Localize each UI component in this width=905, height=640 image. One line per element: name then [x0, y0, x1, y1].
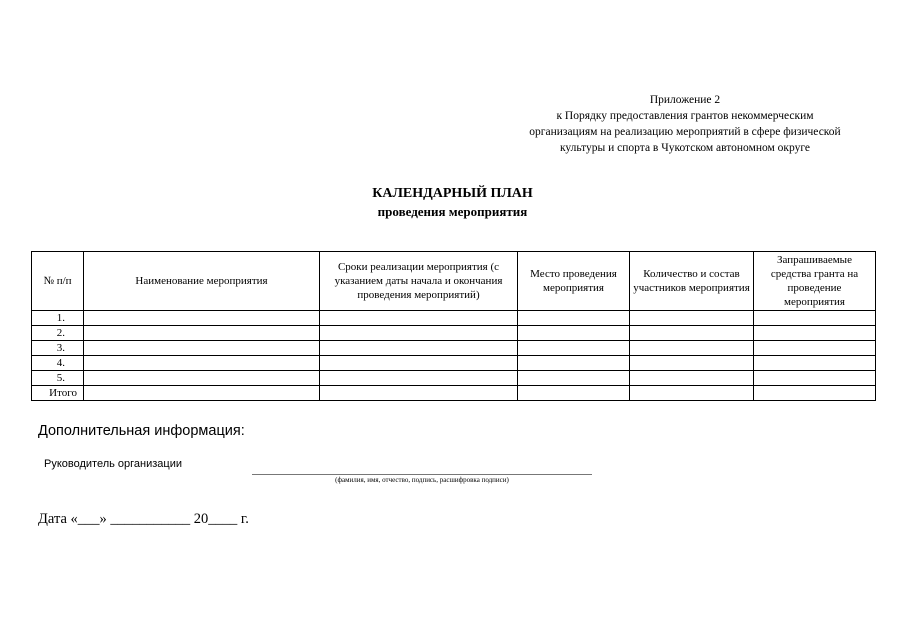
- signature-hint: (фамилия, имя, отчество, подпись, расшифровка подписи): [335, 476, 509, 484]
- header-place: Место проведения мероприятия: [518, 252, 630, 311]
- cell-terms[interactable]: [320, 371, 518, 386]
- cell-name[interactable]: [84, 326, 320, 341]
- cell-participants[interactable]: [630, 371, 754, 386]
- row-number: 5.: [32, 371, 84, 386]
- row-number: 1.: [32, 311, 84, 326]
- appendix-line-2: к Порядку предоставления грантов некоммерческим: [556, 110, 814, 122]
- cell-place[interactable]: [518, 326, 630, 341]
- header-participants: Количество и состав участников мероприятия: [630, 252, 754, 311]
- cell-name[interactable]: [84, 386, 320, 401]
- row-total-label: Итого: [32, 386, 84, 401]
- appendix-line-3: организациям на реализацию мероприятий в сфере физической: [529, 126, 841, 138]
- cell-terms[interactable]: [320, 386, 518, 401]
- additional-info-label: Дополнительная информация:: [38, 423, 245, 439]
- table-row: [32, 311, 876, 326]
- cell-terms[interactable]: [320, 311, 518, 326]
- cell-funds[interactable]: [754, 356, 876, 371]
- row-number: 4.: [32, 356, 84, 371]
- signature-line[interactable]: [252, 474, 592, 475]
- table-row: [32, 341, 876, 356]
- table-row: [32, 356, 876, 371]
- table-row: [32, 371, 876, 386]
- cell-funds[interactable]: [754, 326, 876, 341]
- row-number: 2.: [32, 326, 84, 341]
- header-name: Наименование мероприятия: [84, 252, 320, 311]
- header-terms: Сроки реализации мероприятия (с указанием даты начала и окончания проведения мероприятий): [320, 252, 518, 311]
- cell-funds[interactable]: [754, 341, 876, 356]
- cell-name[interactable]: [84, 311, 320, 326]
- cell-name[interactable]: [84, 371, 320, 386]
- cell-funds[interactable]: [754, 371, 876, 386]
- header-funds: Запрашиваемые средства гранта на проведение мероприятия: [754, 252, 876, 311]
- title-sub: проведения мероприятия: [377, 204, 528, 219]
- cell-name[interactable]: [84, 356, 320, 371]
- table-row: [32, 326, 876, 341]
- cell-terms[interactable]: [320, 326, 518, 341]
- document-title: [0, 185, 905, 221]
- appendix-note: [490, 92, 880, 156]
- header-num: № п/п: [32, 252, 84, 311]
- table-total-row: [32, 386, 876, 401]
- cell-place[interactable]: [518, 356, 630, 371]
- title-main: КАЛЕНДАРНЫЙ ПЛАН: [372, 186, 533, 201]
- cell-funds[interactable]: [754, 386, 876, 401]
- cell-place[interactable]: [518, 341, 630, 356]
- cell-place[interactable]: [518, 386, 630, 401]
- cell-participants[interactable]: [630, 356, 754, 371]
- cell-participants[interactable]: [630, 341, 754, 356]
- row-number: 3.: [32, 341, 84, 356]
- date-line[interactable]: Дата «___» ___________ 20____ г.: [38, 511, 249, 527]
- appendix-line-4: культуры и спорта в Чукотском автономном округе: [559, 142, 811, 154]
- cell-terms[interactable]: [320, 356, 518, 371]
- cell-place[interactable]: [518, 311, 630, 326]
- cell-name[interactable]: [84, 341, 320, 356]
- cell-funds[interactable]: [754, 311, 876, 326]
- cell-terms[interactable]: [320, 341, 518, 356]
- table-header-row: [32, 252, 876, 311]
- cell-participants[interactable]: [630, 326, 754, 341]
- cell-place[interactable]: [518, 371, 630, 386]
- cell-participants[interactable]: [630, 386, 754, 401]
- cell-participants[interactable]: [630, 311, 754, 326]
- appendix-line-1: Приложение 2: [649, 94, 721, 106]
- head-of-organization-label: Руководитель организации: [44, 458, 183, 470]
- calendar-plan-table: [31, 251, 876, 401]
